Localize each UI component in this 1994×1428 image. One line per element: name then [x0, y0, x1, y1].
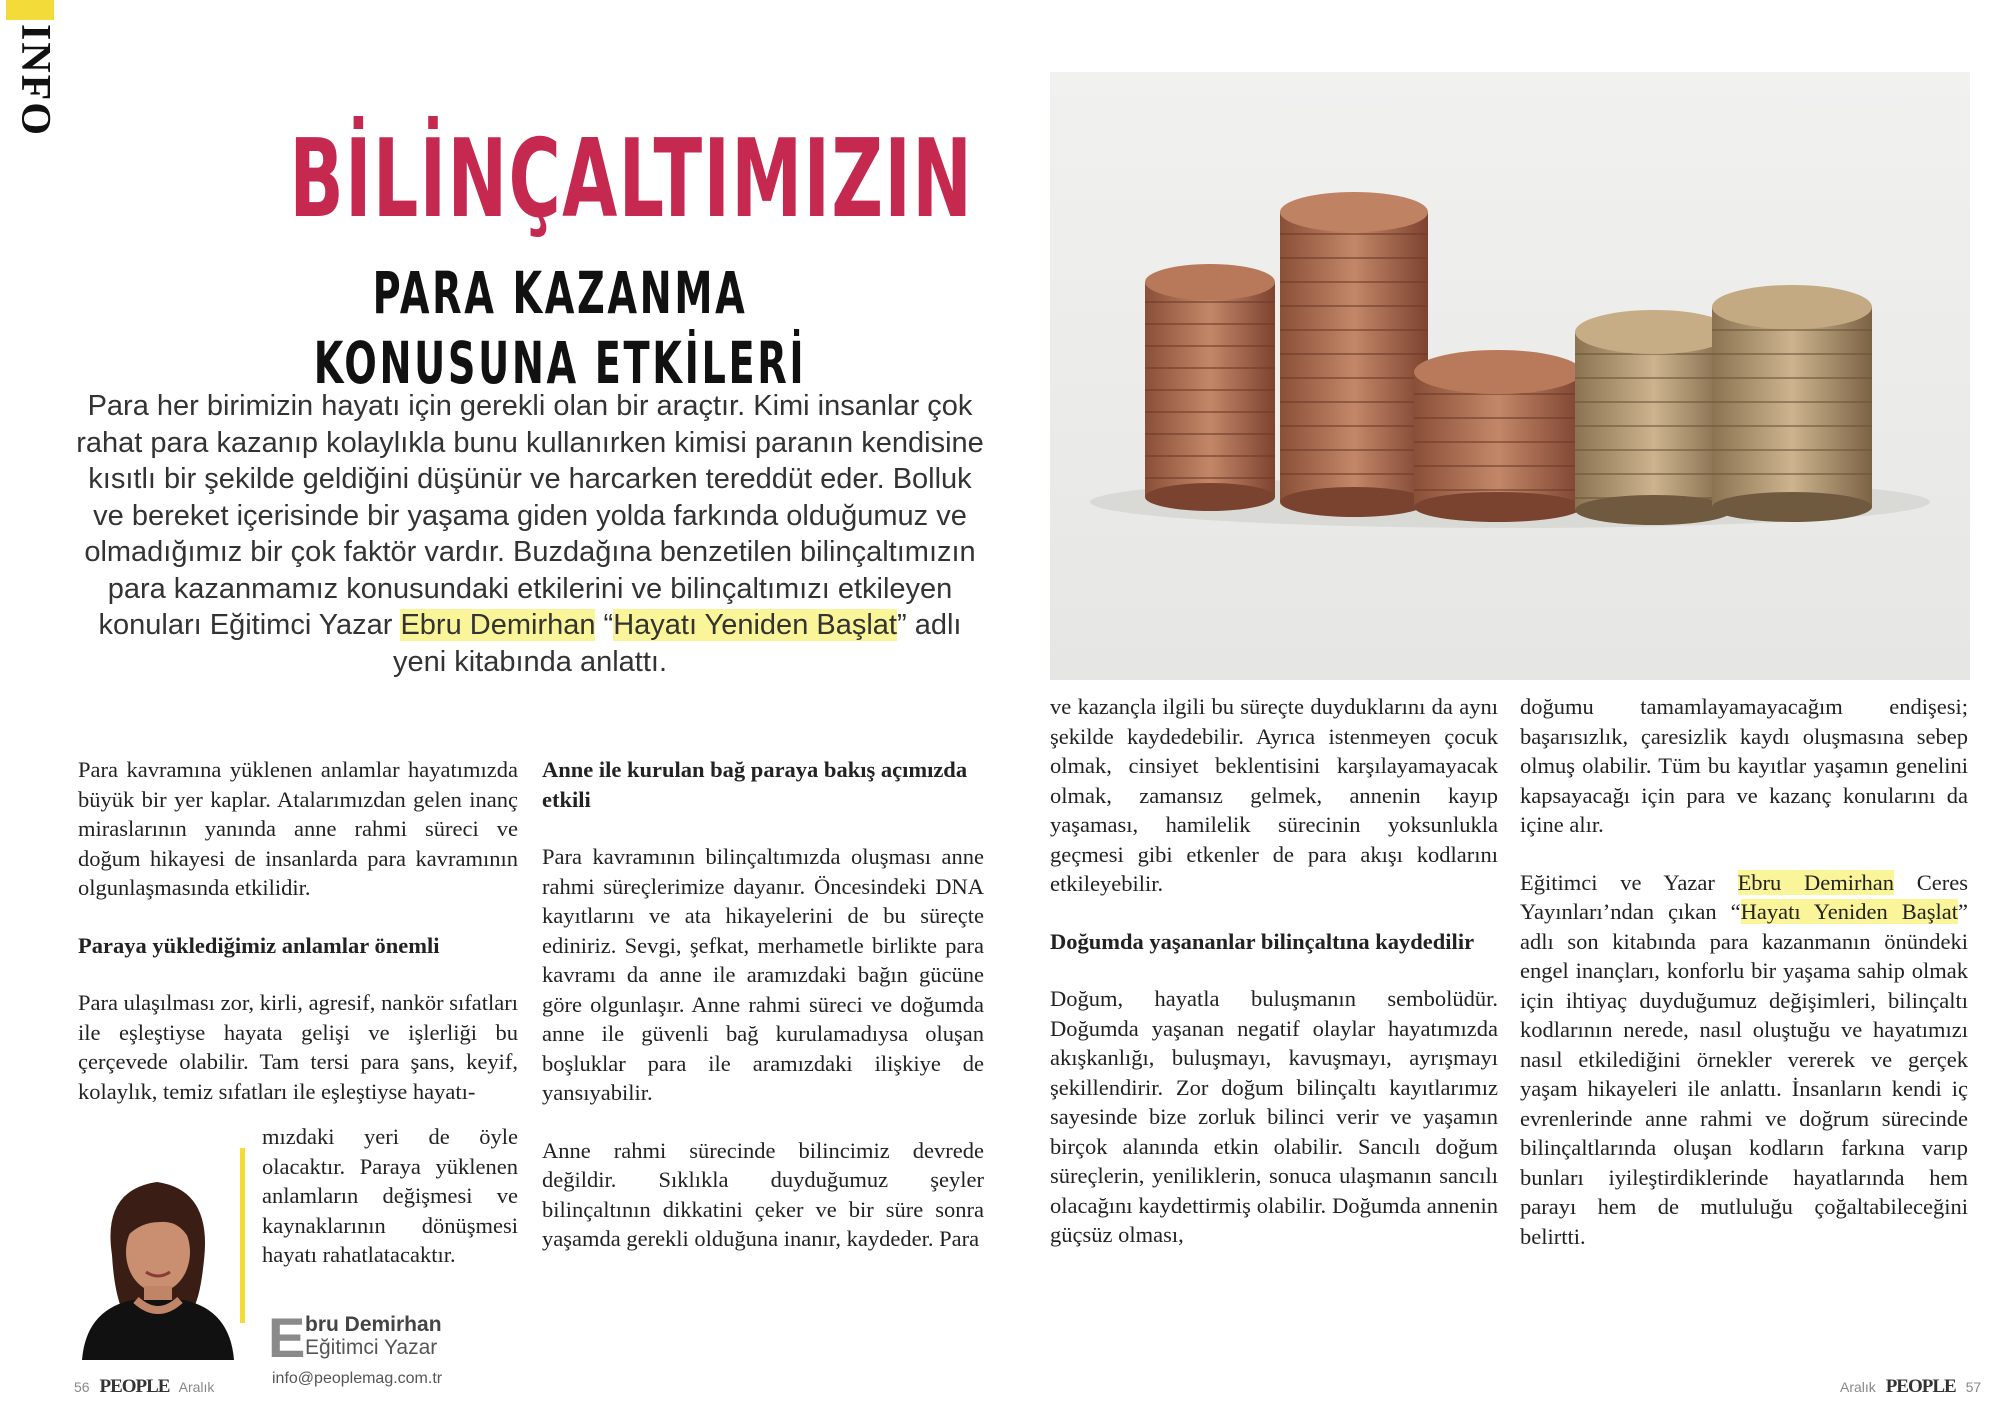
intro-text: Para her birimizin hayatı için gerekli olan bir araçtır. Kimi insanlar çok rahat para kazanıp kolaylıkla bunu kullanırken kimisi paranın kendisine kısıtlı bir şekilde geldiğini düşünür ve harcarken tereddüt eder. Bolluk ve bereket içerisinde bir yaşama giden yolda farkında olduğumuz ve olmadığımız bir çok faktör vardır. Buzdağına benzetilen bilinçaltımızın para kazanmamız konusundaki etkilerini ve bilinçaltımızı etkileyen konuları Eğitimci Yazar	[76, 390, 984, 641]
column-3	[1050, 692, 1498, 1278]
issue-month-right: Aralık	[1840, 1379, 1876, 1395]
col3-heading: Doğumda yaşananlar bilinçaltına kaydedilir	[1050, 928, 1475, 954]
magazine-brand-left: PEOPLE	[99, 1376, 170, 1397]
intro-text-end: adlı yeni kitabında anlattı.	[392, 609, 962, 678]
author-photo	[72, 1160, 242, 1360]
col4-paragraph-1: doğumu tamamlayamayacağım endişesi; başarısızlık, çaresizlik kaydı oluşmasına sebep olmuş olabilir. Tüm bu kayıtlar yaşamın genelini kapsayacağı için para ve kazanç konularını da içine alır.	[1520, 694, 1968, 837]
col1-paragraph-2-continued: mızdaki yeri de öyle olacaktır. Paraya yüklenen anlamların değişmesi ve kaynaklarının dönüşmesi hayatı rahatlatacaktır.	[262, 1124, 518, 1267]
col4-book-highlight: Hayatı Yeniden Başlat	[1740, 899, 1958, 924]
col4-text-a: Eğitimci ve Yazar	[1520, 869, 1738, 895]
col3-paragraph-1: ve kazançla ilgili bu süreçte duyduklarını da aynı şekilde kaydedebilir. Ayrıca istenmeyen çocuk olmak, cinsiyet beklentisini karşılayamayacak olmak, zamansız gelmek, annenin kayıp yaşaması, hamilelik sürecinin yoksunlukla geçmesi gibi etkenler de para akışı kodlarını etkileyebilir.	[1050, 694, 1498, 896]
intro-quote-close: ”	[896, 609, 907, 641]
coin-stacks-icon	[1050, 72, 1970, 680]
col4-paragraph-2	[1520, 868, 1968, 1252]
intro-quote-open: “	[595, 609, 614, 641]
author-role: Eğitimci Yazar	[305, 1336, 438, 1359]
contact-email-link[interactable]: info@peoplemag.com.tr	[272, 1370, 443, 1387]
author-portrait-icon	[72, 1160, 242, 1360]
footer-left	[74, 1376, 220, 1398]
intro-author-highlight: Ebru Demirhan	[400, 609, 596, 641]
author-name: bru Demirhan	[305, 1313, 442, 1336]
col2-paragraph-1: Para kavramının bilinçaltımızda oluşması anne rahmi süreçlerimize dayanır. Öncesindeki DNA kayıtlarını ve ata hikayelerini de bu süreçte ediniriz. Sevgi, şefkat, merhametle birlikte para kavramı da anne ile aramızdaki bağın gücüne göre olgunlaşır. Anne rahmi süreci ve doğumda anne ile güvenli bağ kurulamadıysa oluşan boşluklar para ile aramızdaki ilişkiye de yansıyabilir.	[542, 844, 984, 1105]
magazine-brand-right: PEOPLE	[1885, 1376, 1956, 1397]
intro-book-highlight: Hayatı Yeniden Başlat	[613, 609, 897, 641]
section-tab-bar	[6, 0, 54, 20]
col1-heading: Paraya yüklediğimiz anlamlar önemli	[78, 932, 440, 958]
footer-right	[1840, 1376, 1987, 1398]
coin-stacks-image	[1050, 72, 1970, 680]
col3-paragraph-2: Doğum, hayatla buluşmanın sembolüdür. Doğumda yaşanan negatif olaylar hayatımızda akışkanlığı, buluşmayı, kavuşmayı, ayrışmayı şekillendirir. Zor doğum bilinçaltı kayıtlarımız sayesinde bize zorluk bilinci verir ve yaşamın birçok alanında etkin olabilir. Sancılı doğum süreçlerin, yeniliklerin, sonuca ulaşmanın sancılı olacağını kaydettirmiş olabilir. Doğumda annenin güçsüz olması,	[1050, 986, 1498, 1247]
accent-divider	[240, 1148, 245, 1323]
column-4	[1520, 692, 1968, 1279]
page-number-left: 56	[74, 1379, 90, 1395]
author-initial: E	[268, 1306, 306, 1369]
col2-paragraph-2: Anne rahmi sürecinde bilincimiz devrede değildir. Sıklıkla duyduğumuz şeyler bilinçaltının dikkatini çeker ve bir süre sonra yaşamda gerekli olduğuna inanır, kaydeder. Para	[542, 1137, 984, 1251]
page-number-right: 57	[1965, 1379, 1982, 1395]
article-subtitle: PARA KAZANMA KONUSUNA ETKİLERİ	[313, 259, 807, 397]
col1-paragraph-2: Para ulaşılması zor, kirli, agresif, nankör sıfatları ile eşleştiyse hayata gelişi ve işlerliği bu çerçevede olabilir. Tam tersi para şans, keyif, kolaylık, temiz sıfatları ile eşleştiyse hayatı-	[78, 990, 518, 1104]
column-1-continued	[262, 1122, 518, 1298]
col4-author-highlight: Ebru Demirhan	[1737, 869, 1895, 895]
col1-paragraph-1: Para kavramına yüklenen anlamlar hayatımızda büyük bir yer kaplar. Atalarımızdan gelen inanç miraslarının yanında anne rahmi süreci ve doğum hikayesi de insanlarda para kavramının olgunlaşmasında etkilidir.	[78, 757, 518, 900]
col4-text-b: Ceres Yayınları’ndan çıkan “	[1520, 869, 1968, 924]
article-title: BİLİNÇALTIMIZIN	[289, 117, 974, 242]
col4-text-c: ” adlı son kitabında para kazanmanın önündeki engel inançları, konforlu bir yaşama sahip olmak için ihtiyaç duyduğumuz değişimleri, bilinçaltı kodlarının nerede, nasıl oluştuğu ve hayatımızı nasıl etkilediğini örnekler vererek ve gerçek yaşam hikayeleri ile anlattı. İnsanların kendi iç evrenlerinde anne rahmi ve doğrum sürecinde bilinçaltlarında oluşan kodların farkına varıp bunları iyileştirdiklerinde hayatlarında hem parayı hem de mutluluğu çoğaltabileceğini belirtti.	[1520, 899, 1968, 1249]
article-intro	[70, 388, 990, 680]
section-tab-label: INFO	[12, 24, 58, 137]
column-1	[78, 755, 518, 1134]
col2-heading: Anne ile kurulan bağ paraya bakış açımızda etkili	[542, 757, 968, 812]
column-2	[542, 755, 984, 1282]
issue-month-left: Aralık	[178, 1379, 215, 1395]
